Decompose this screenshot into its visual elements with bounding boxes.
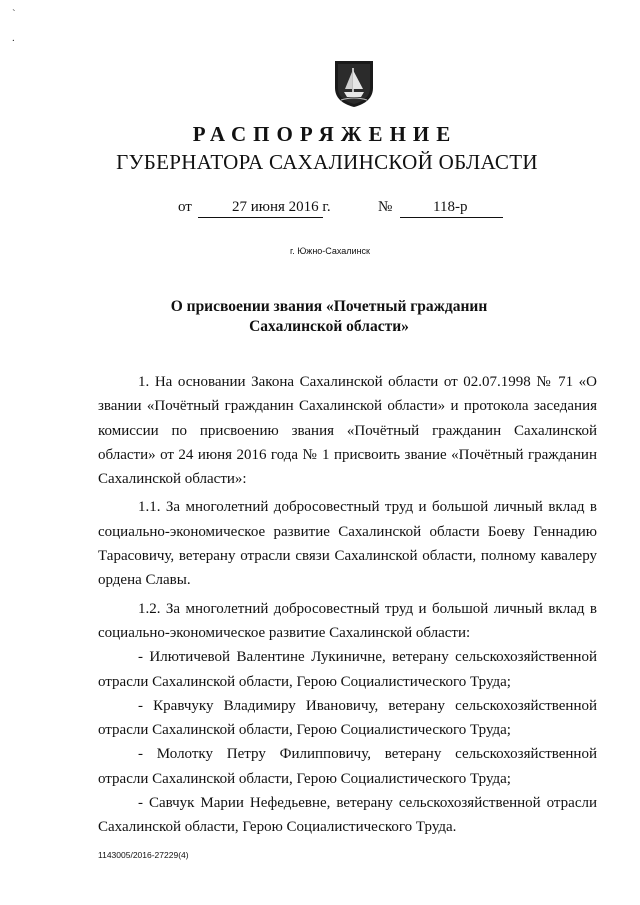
- document-body: [98, 370, 597, 840]
- document-subtitle: ГУБЕРНАТОРА САХАЛИНСКОЙ ОБЛАСТИ: [116, 150, 538, 174]
- coat-of-arms-emblem: [332, 58, 376, 108]
- document-date: 27 июня 2016 г.: [232, 199, 331, 215]
- document-code: 1143005/2016-27229(4): [98, 850, 189, 860]
- list-item: - Молотку Петру Филипповичу, ветерану сельскохозяйственной отрасли Сахалинской области, Герою Социалистического Труда;: [98, 746, 597, 787]
- document-title: РАСПОРЯЖЕНИЕ: [192, 122, 458, 146]
- subject-line: Сахалинской области»: [249, 318, 409, 335]
- document-subject: [0, 297, 640, 337]
- from-label: от: [178, 199, 192, 215]
- list-item: - Илютичевой Валентине Лукиничне, ветерану сельскохозяйственной отрасли Сахалинской области, Герою Социалистического Труда;: [98, 649, 597, 690]
- number-label: №: [378, 199, 393, 215]
- city-label: г. Южно-Сахалинск: [290, 246, 370, 256]
- subject-line: О присвоении звания «Почетный гражданин: [170, 298, 488, 315]
- scan-mark: `: [12, 8, 16, 20]
- paragraph: 1. На основании Закона Сахалинской области от 02.07.1998 № 71 «О звании «Почётный гражданин Сахалинской области» и протокола заседания комиссии по присвоению звания «Почётный гражданин Сахалинской области» от 24 июня 2016 года № 1 присвоить звание «Почётный гражданин Сахалинской области»:: [98, 374, 597, 488]
- paragraph: 1.1. За многолетний добросовестный труд и большой личный вклад в социально-экономическое развитие Сахалинской области Боеву Геннадию Тарасовичу, ветерану отрасли связи Сахалинской области, полному кавалеру ордена Славы.: [98, 499, 597, 589]
- document-number: 118-р: [433, 199, 468, 215]
- list-item: - Савчук Марии Нефедьевне, ветерану сельскохозяйственной отрасли Сахалинской области, Герою Социалистического Труда.: [98, 795, 597, 836]
- scan-mark: .: [12, 32, 15, 44]
- paragraph: 1.2. За многолетний добросовестный труд и большой личный вклад в социально-экономическое развитие Сахалинской области:: [98, 600, 597, 641]
- list-item: - Кравчуку Владимиру Ивановичу, ветерану сельскохозяйственной отрасли Сахалинской области, Герою Социалистического Труда;: [98, 697, 597, 739]
